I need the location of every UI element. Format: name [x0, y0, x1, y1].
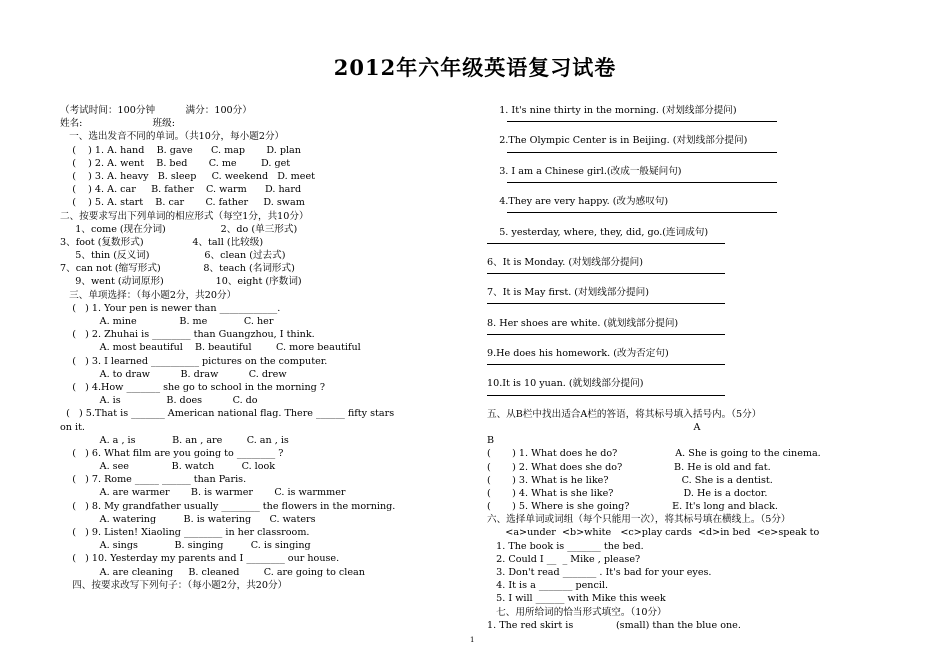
- right-column: [487, 104, 907, 632]
- exam-line: ( ) 2. What does she do? B. He is old and fat.: [487, 461, 771, 473]
- exam-line: 六、选择单词或词组（每个只能用一次），将其标号填在横线上。（5分）: [487, 514, 791, 526]
- exam-line: on it.: [60, 421, 85, 433]
- exam-line: 姓名: 班级:: [60, 118, 175, 130]
- exam-line: 1. The red skirt is (small) than the blue one.: [487, 619, 741, 631]
- answer-rule: [507, 121, 777, 122]
- exam-line: <a>under <b>white <c>play cards <d>in bed <e>speak to: [487, 527, 820, 539]
- exam-line: 5. I will ______ with Mike this week: [487, 593, 666, 605]
- exam-line: 一、选出发音不同的单词。（共10分，每小题2分）: [60, 131, 285, 143]
- exam-line: ( ) 8. My grandfather usually ________ the flowers in the morning.: [60, 500, 396, 512]
- exam-line: ( ) 4.How _______ she go to school in the morning ?: [60, 381, 325, 393]
- exam-line: ( ) 2. A. went B. bed C. me D. get: [60, 157, 291, 169]
- answer-line: [487, 121, 907, 134]
- exam-line: （考试时间：100分钟 满分：100分）: [60, 105, 252, 116]
- exam-line: ( ) 1. What does he do? A. She is going to the cinema.: [487, 448, 821, 460]
- answer-line: [487, 182, 907, 195]
- page-title: 2012年六年级英语复习试卷: [333, 55, 617, 80]
- exam-line: ( ) 4. A. car B. father C. warm D. hard: [60, 184, 302, 196]
- exam-line: 7、can not (缩写形式) 8、teach (名词形式): [60, 263, 295, 275]
- exam-line: ( ) 4. What is she like? D. He is a doctor.: [487, 487, 768, 499]
- exam-line: A. a , is B. an , are C. an , is: [60, 434, 289, 446]
- exam-line: A. to draw B. draw C. drew: [60, 368, 287, 380]
- answer-rule: [507, 152, 777, 153]
- exam-line: A. are warmer B. is warmer C. is warmmer: [60, 487, 346, 499]
- exam-line: 1、come (现在分词) 2、do (单三形式): [60, 223, 298, 235]
- answer-rule: [507, 182, 777, 183]
- exam-line: ( ) 5. Where is she going? E. It's long and black.: [487, 501, 778, 513]
- exam-line: 3、foot (复数形式) 4、tall (比较级): [60, 236, 264, 248]
- exam-line: A. sings B. singing C. is singing: [60, 540, 311, 552]
- exam-line: 4. It is a _______ pencil.: [487, 580, 609, 592]
- exam-line: 七、用所给词的恰当形式填空。（10分）: [487, 606, 667, 618]
- left-column: [60, 104, 470, 592]
- exam-line: A. see B. watch C. look: [60, 461, 276, 473]
- answer-line: [487, 303, 907, 316]
- exam-line: ( ) 7. Rome _____ ______ than Paris.: [60, 474, 247, 486]
- answer-rule: [487, 364, 725, 365]
- exam-line: ( ) 5.That is _______ American national flag. There ______ fifty stars: [60, 408, 395, 420]
- answer-rule: [507, 212, 777, 213]
- exam-line: 三、单项选择：（每小题2分，共20分）: [60, 289, 237, 301]
- answer-rule: [487, 273, 725, 274]
- exam-line: 1. It's nine thirty in the morning. (对划线部分提问): [487, 105, 737, 116]
- exam-line: 二、按要求写出下列单词的相应形式（每空1分，共10分）: [60, 210, 309, 222]
- exam-line: 7、It is May first. (对划线部分提问): [487, 287, 649, 299]
- exam-line: 1. The book is _______ the bed.: [487, 540, 644, 552]
- exam-line: 五、从B栏中找出适合A栏的答语，将其标号填入括号内。（5分）: [487, 408, 762, 420]
- exam-line: ( ) 9. Listen! Xiaoling ________ in her classroom.: [60, 527, 310, 538]
- exam-line: ( ) 1. Your pen is newer than ____________.: [60, 302, 281, 314]
- exam-line: 2. Could I __ _ Mike , please?: [487, 553, 641, 565]
- exam-line: 10.It is 10 yuan. (就划线部分提问): [487, 378, 644, 390]
- exam-line: ( ) 10. Yesterday my parents and I ________ our house.: [60, 553, 340, 565]
- exam-line: ( ) 2. Zhuhai is ________ than Guangzhou, I think.: [60, 329, 315, 341]
- exam-line: ( ) 3. What is he like? C. She is a dentist.: [487, 474, 773, 486]
- exam-line: 四、按要求改写下列句子：（每小题2分，共20分）: [60, 579, 288, 591]
- exam-line: 6、It is Monday. (对划线部分提问): [487, 256, 643, 268]
- exam-line: ( ) 6. What film are you going to ________ ?: [60, 447, 284, 459]
- exam-line: 9、went (动词原形) 10、eight (序数词): [60, 276, 302, 288]
- exam-line: 8. Her shoes are white. (就划线部分提问): [487, 317, 679, 329]
- exam-line: A: [693, 421, 701, 433]
- answer-line: [487, 334, 907, 347]
- exam-line: ( ) 5. A. start B. car C. father D. swam: [60, 197, 305, 209]
- answer-line: [487, 152, 907, 165]
- exam-line: 3. I am a Chinese girl.(改成一般疑问句): [487, 165, 682, 177]
- exam-line: A. are cleaning B. cleaned C. are going to clean: [60, 566, 365, 578]
- exam-line: 2.The Olympic Center is in Beijing. (对划线部分提问): [487, 135, 748, 147]
- exam-line: A. watering B. is watering C. waters: [60, 513, 316, 525]
- exam-line: 5. yesterday, where, they, did, go.(连词成句): [487, 226, 709, 238]
- answer-line: [487, 243, 907, 256]
- exam-line: A. is B. does C. do: [60, 395, 258, 407]
- answer-line: [487, 364, 907, 377]
- exam-line: 5、thin (反义词) 6、clean (过去式): [60, 250, 286, 262]
- exam-line: ( ) 3. A. heavy B. sleep C. weekend D. meet: [60, 170, 315, 182]
- exam-line: 9.He does his homework. (改为否定句): [487, 348, 669, 359]
- exam-line: ( ) 3. I learned __________ pictures on the computer.: [60, 355, 328, 367]
- exam-line: ( ) 1. A. hand B. gave C. map D. plan: [60, 144, 301, 156]
- exam-line: B: [487, 435, 495, 447]
- answer-rule: [487, 243, 725, 244]
- answer-rule: [487, 395, 725, 396]
- answer-rule: [487, 303, 725, 304]
- page-number: 1: [470, 636, 475, 644]
- exam-line: 3. Don't read _______ . It's bad for your eyes.: [487, 567, 712, 578]
- exam-line: 4.They are very happy. (改为感叹句): [487, 196, 669, 208]
- answer-rule: [487, 334, 725, 335]
- answer-line: [487, 395, 907, 408]
- answer-line: [487, 212, 907, 225]
- exam-line: A. most beautiful B. beautiful C. more beautiful: [60, 342, 361, 354]
- answer-line: [487, 273, 907, 286]
- exam-line: A. mine B. me C. her: [60, 316, 274, 327]
